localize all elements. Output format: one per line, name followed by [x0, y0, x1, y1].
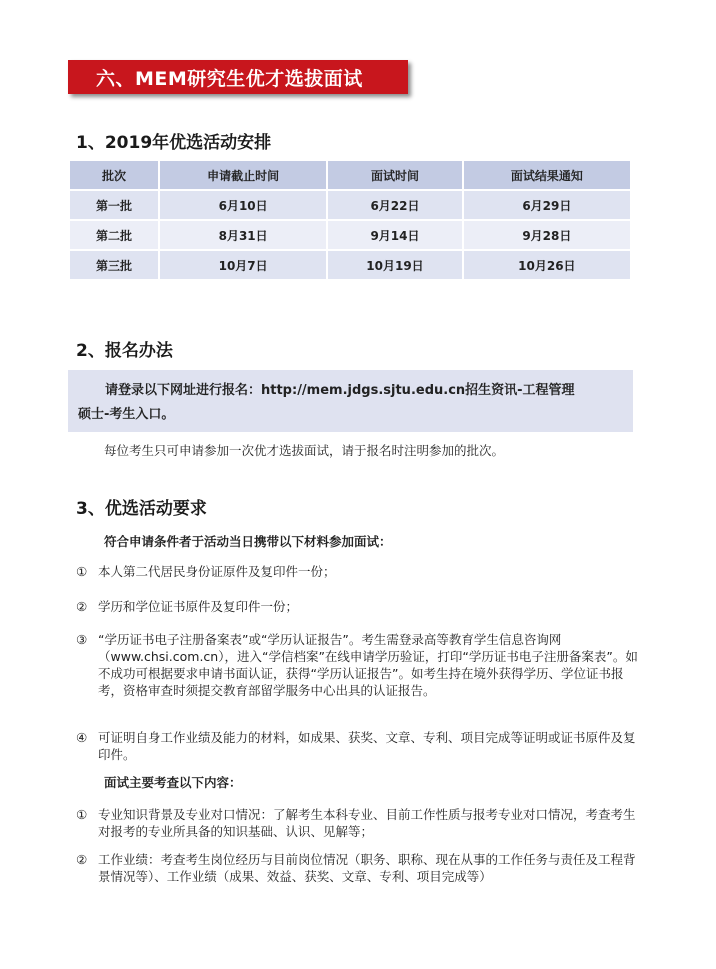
registration-note: 每位考生只可申请参加一次优才选拔面试，请于报名时注明参加的批次。 [104, 443, 505, 458]
table-row [70, 191, 630, 219]
table-cell: 6月22日 [328, 191, 461, 219]
item-text: 可证明自身工作业绩及能力的材料，如成果、获奖、文章、专利、项目完成等证明或证书原件及复印件。 [98, 730, 636, 762]
table-cell: 10月26日 [464, 251, 630, 279]
table-header-cell: 批次 [70, 161, 158, 189]
item-number: ① [76, 807, 88, 822]
registration-notice [68, 370, 633, 432]
section-1-title: 1、2019年优选活动安排 [76, 133, 272, 153]
table-cell: 第一批 [70, 191, 158, 219]
table-cell: 6月29日 [464, 191, 630, 219]
item-text: 工作业绩：考查考生岗位经历与目前岗位情况（职务、职称、现在从事的工作任务与责任及工程背景情况等）、工作业绩（成果、效益、获奖、文章、专利、项目完成等） [98, 852, 636, 884]
table-cell: 第二批 [70, 221, 158, 249]
item-text: 专业知识背景及专业对口情况：了解考生本科专业、目前工作性质与报考专业对口情况，考查考生对报考的专业所具备的知识基础、认识、见解等； [98, 807, 636, 839]
table-cell: 10月19日 [328, 251, 461, 279]
item-number: ④ [76, 730, 88, 745]
interview-intro: 面试主要考查以下内容： [104, 775, 242, 790]
item-text: 学历和学位证书原件及复印件一份； [98, 599, 299, 614]
table-row [70, 251, 630, 279]
list-item [76, 631, 646, 699]
table-cell: 9月14日 [328, 221, 461, 249]
schedule-table [68, 159, 632, 281]
list-item [76, 598, 646, 615]
item-number: ① [76, 564, 88, 579]
materials-intro: 符合申请条件者于活动当日携带以下材料参加面试： [104, 534, 392, 549]
notice-line-1: 请登录以下网址进行报名：http://mem.jdgs.sjtu.edu.cn招生资讯-工程管理 [105, 383, 575, 398]
list-item [76, 851, 646, 885]
table-cell: 第三批 [70, 251, 158, 279]
table-header-cell: 面试结果通知 [464, 161, 630, 189]
item-number: ② [76, 599, 88, 614]
table-cell: 9月28日 [464, 221, 630, 249]
table-cell: 8月31日 [160, 221, 326, 249]
list-item [76, 563, 646, 580]
item-text: “学历证书电子注册备案表”或“学历认证报告”。考生需登录高等教育学生信息咨询网（www.chsi.com.cn），进入“学信档案”在线申请学历验证，打印“学历证书电子注册备案表”。如不成功可根据要求申请书面认证，获得“学历认证报告”。如考生持在境外获得学历、学位证书报考，资格审查时须提交教育部留学服务中心出具的认证报告。 [98, 632, 638, 698]
table-cell: 10月7日 [160, 251, 326, 279]
item-number: ③ [76, 632, 88, 647]
section-banner [68, 60, 408, 94]
table-header-cell: 面试时间 [328, 161, 461, 189]
table-header-row [70, 161, 630, 189]
table-row [70, 221, 630, 249]
list-item [76, 806, 646, 840]
table-cell: 6月10日 [160, 191, 326, 219]
notice-line-2: 硕士-考生入口。 [78, 407, 175, 422]
table-header-cell: 申请截止时间 [160, 161, 326, 189]
banner-title: 六、MEM研究生优才选拔面试 [96, 67, 363, 90]
section-2-title: 2、报名办法 [76, 341, 173, 361]
item-text: 本人第二代居民身份证原件及复印件一份； [98, 564, 336, 579]
item-number: ② [76, 852, 88, 867]
section-3-title: 3、优选活动要求 [76, 499, 207, 519]
list-item [76, 729, 646, 763]
